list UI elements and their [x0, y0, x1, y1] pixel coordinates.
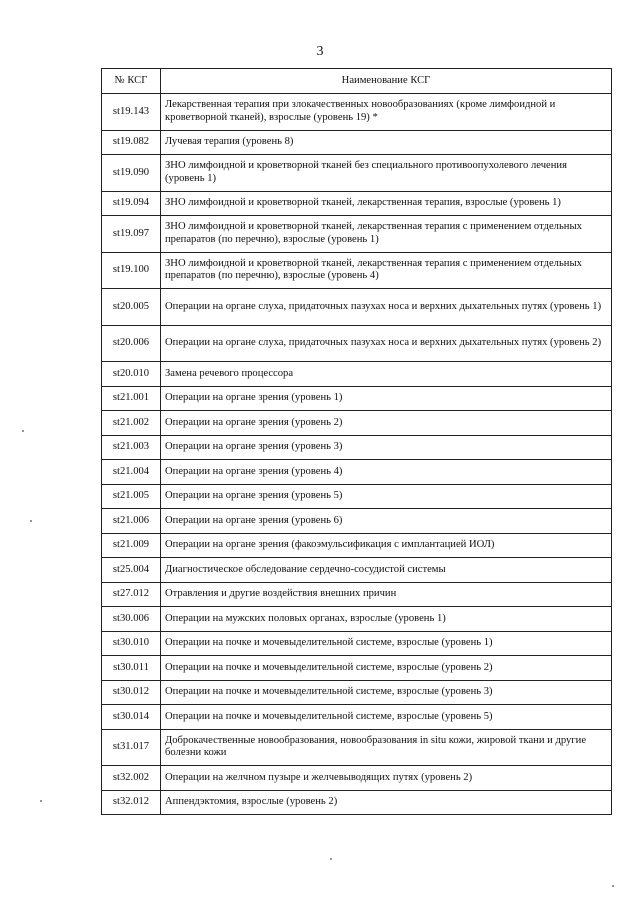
ksg-code-cell: st19.082	[102, 130, 161, 155]
table-row	[102, 558, 612, 583]
ksg-name-cell: Аппендэктомия, взрослые (уровень 2)	[161, 790, 612, 815]
table-row	[102, 362, 612, 387]
ksg-name-cell: Операции на почке и мочевыделительной системе, взрослые (уровень 5)	[161, 705, 612, 730]
ksg-code-cell: st19.097	[102, 216, 161, 253]
table-row	[102, 252, 612, 289]
ksg-name-cell: ЗНО лимфоидной и кроветворной тканей без специального противоопухолевого лечения (уровень 1)	[161, 155, 612, 192]
ksg-code-cell: st19.143	[102, 94, 161, 131]
table-row	[102, 325, 612, 362]
ksg-code-cell: st30.014	[102, 705, 161, 730]
ksg-name-cell: Операции на органе зрения (уровень 3)	[161, 435, 612, 460]
ksg-name-cell: Операции на органе зрения (уровень 1)	[161, 386, 612, 411]
ksg-name-cell: Операции на почке и мочевыделительной системе, взрослые (уровень 1)	[161, 631, 612, 656]
table-row	[102, 130, 612, 155]
table-row	[102, 155, 612, 192]
ksg-code-cell: st19.094	[102, 191, 161, 216]
table-row	[102, 411, 612, 436]
scan-speck	[22, 430, 24, 432]
ksg-name-cell: Лучевая терапия (уровень 8)	[161, 130, 612, 155]
ksg-code-cell: st21.003	[102, 435, 161, 460]
table-row	[102, 680, 612, 705]
table-row	[102, 656, 612, 681]
scan-speck	[330, 858, 332, 860]
ksg-name-cell: Операции на почке и мочевыделительной системе, взрослые (уровень 3)	[161, 680, 612, 705]
ksg-name-cell: Операции на органе зрения (факоэмульсификация с имплантацией ИОЛ)	[161, 533, 612, 558]
table-row	[102, 766, 612, 791]
ksg-code-cell: st20.006	[102, 325, 161, 362]
table-row	[102, 729, 612, 766]
table-row	[102, 582, 612, 607]
table-row	[102, 216, 612, 253]
table-row	[102, 289, 612, 326]
ksg-code-cell: st30.012	[102, 680, 161, 705]
ksg-name-cell: Операции на почке и мочевыделительной системе, взрослые (уровень 2)	[161, 656, 612, 681]
scan-speck	[30, 520, 32, 522]
ksg-name-cell: Доброкачественные новообразования, новообразования in situ кожи, жировой ткани и другие болезни кожи	[161, 729, 612, 766]
ksg-code-cell: st21.004	[102, 460, 161, 485]
ksg-code-cell: st31.017	[102, 729, 161, 766]
table-row	[102, 435, 612, 460]
ksg-code-cell: st21.002	[102, 411, 161, 436]
table-row	[102, 191, 612, 216]
scan-speck	[40, 800, 42, 802]
column-header-code: № КСГ	[102, 69, 161, 94]
ksg-name-cell: Операции на органе слуха, придаточных пазухах носа и верхних дыхательных путях (уровень 2)	[161, 325, 612, 362]
ksg-code-cell: st20.005	[102, 289, 161, 326]
table-row	[102, 460, 612, 485]
ksg-name-cell: Операции на органе зрения (уровень 4)	[161, 460, 612, 485]
ksg-name-cell: ЗНО лимфоидной и кроветворной тканей, лекарственная терапия с применением отдельных препаратов (по перечню), взрослые (уровень 4)	[161, 252, 612, 289]
table-header-row	[102, 69, 612, 94]
table-row	[102, 607, 612, 632]
ksg-name-cell: Операции на органе зрения (уровень 2)	[161, 411, 612, 436]
ksg-name-cell: Замена речевого процессора	[161, 362, 612, 387]
ksg-code-cell: st21.009	[102, 533, 161, 558]
table-row	[102, 705, 612, 730]
table-row	[102, 94, 612, 131]
table-row	[102, 386, 612, 411]
table-body	[102, 94, 612, 815]
ksg-name-cell: Диагностическое обследование сердечно-сосудистой системы	[161, 558, 612, 583]
ksg-code-cell: st25.004	[102, 558, 161, 583]
ksg-name-cell: Лекарственная терапия при злокачественных новообразованиях (кроме лимфоидной и кроветворной тканей), взрослые (уровень 19) *	[161, 94, 612, 131]
scan-speck	[612, 885, 614, 887]
ksg-name-cell: Операции на мужских половых органах, взрослые (уровень 1)	[161, 607, 612, 632]
table-row	[102, 533, 612, 558]
ksg-code-cell: st30.010	[102, 631, 161, 656]
table-row	[102, 631, 612, 656]
ksg-name-cell: ЗНО лимфоидной и кроветворной тканей, лекарственная терапия с применением отдельных препаратов (по перечню), взрослые (уровень 1)	[161, 216, 612, 253]
ksg-code-cell: st19.090	[102, 155, 161, 192]
ksg-name-cell: Операции на желчном пузыре и желчевыводящих путях (уровень 2)	[161, 766, 612, 791]
ksg-table	[101, 68, 612, 815]
ksg-code-cell: st19.100	[102, 252, 161, 289]
ksg-name-cell: ЗНО лимфоидной и кроветворной тканей, лекарственная терапия, взрослые (уровень 1)	[161, 191, 612, 216]
page-number: 3	[316, 44, 324, 59]
ksg-code-cell: st30.006	[102, 607, 161, 632]
ksg-code-cell: st30.011	[102, 656, 161, 681]
ksg-code-cell: st20.010	[102, 362, 161, 387]
ksg-name-cell: Операции на органе зрения (уровень 6)	[161, 509, 612, 534]
ksg-code-cell: st21.001	[102, 386, 161, 411]
ksg-code-cell: st21.005	[102, 484, 161, 509]
ksg-name-cell: Отравления и другие воздействия внешних причин	[161, 582, 612, 607]
column-header-name: Наименование КСГ	[161, 69, 612, 94]
table-row	[102, 484, 612, 509]
ksg-code-cell: st32.012	[102, 790, 161, 815]
table-row	[102, 790, 612, 815]
ksg-name-cell: Операции на органе зрения (уровень 5)	[161, 484, 612, 509]
ksg-code-cell: st32.002	[102, 766, 161, 791]
ksg-code-cell: st27.012	[102, 582, 161, 607]
table-row	[102, 509, 612, 534]
ksg-name-cell: Операции на органе слуха, придаточных пазухах носа и верхних дыхательных путях (уровень 1)	[161, 289, 612, 326]
ksg-code-cell: st21.006	[102, 509, 161, 534]
